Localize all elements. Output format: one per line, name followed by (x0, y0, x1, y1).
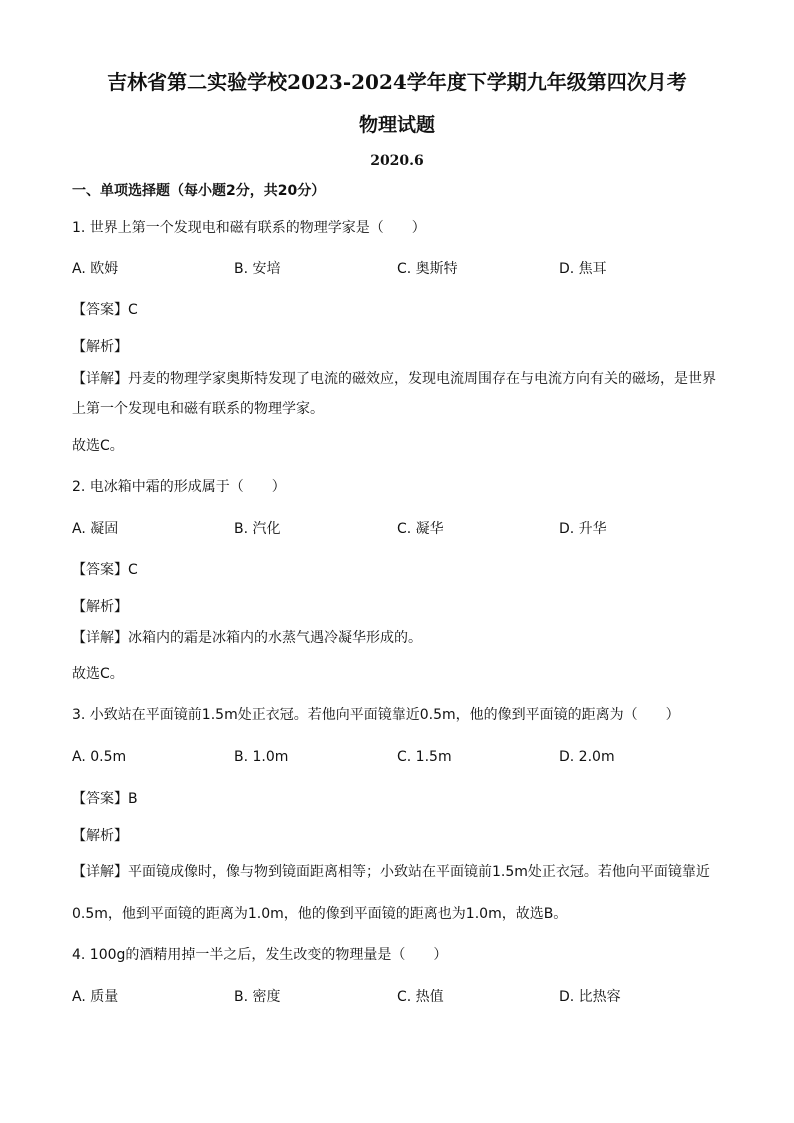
question-2-option-a: A. 凝固 (72, 521, 119, 537)
exam-subtitle: 物理试题 (358, 114, 435, 136)
question-1-option-a: A. 欧姆 (72, 261, 119, 277)
question-4-option-a: A. 质量 (72, 989, 119, 1005)
question-2-option-b: B. 汽化 (234, 521, 281, 537)
question-4-option-d: D. 比热容 (559, 989, 621, 1005)
section-heading: 一、单项选择题（每小题2分，共20分） (72, 183, 326, 199)
question-1-analysis: 【解析】 (72, 339, 128, 355)
exam-title: 吉林省第二实验学校2023-2024学年度下学期九年级第四次月考 (107, 70, 687, 94)
question-3-detail-line-1: 【详解】平面镜成像时，像与物到镜面距离相等；小致站在平面镜前1.5m处正衣冠。若他向平面镜靠近 (72, 864, 710, 880)
question-3-option-a: A. 0.5m (72, 749, 127, 765)
question-1-detail-line-1: 【详解】丹麦的物理学家奥斯特发现了电流的磁效应，发现电流周围存在与电流方向有关的磁场，是世界 (72, 371, 716, 387)
question-2-option-d: D. 升华 (559, 521, 607, 537)
question-3-option-c: C. 1.5m (397, 749, 452, 765)
question-1-answer: 【答案】C (72, 302, 138, 318)
question-2-analysis: 【解析】 (72, 599, 128, 615)
question-3-answer: 【答案】B (72, 791, 138, 807)
question-2-detail-line-1: 【详解】冰箱内的霜是冰箱内的水蒸气遇冷凝华形成的。 (72, 630, 422, 646)
question-1-stem: 1. 世界上第一个发现电和磁有联系的物理学家是（ ） (72, 220, 426, 236)
question-1-option-c: C. 奥斯特 (397, 261, 458, 277)
question-4-option-c: C. 热值 (397, 989, 444, 1005)
question-2-answer: 【答案】C (72, 562, 138, 578)
question-1-conclusion: 故选C。 (72, 438, 124, 454)
question-3-analysis: 【解析】 (72, 828, 128, 844)
question-1-option-d: D. 焦耳 (559, 261, 607, 277)
question-2-option-c: C. 凝华 (397, 521, 444, 537)
question-1-option-b: B. 安培 (234, 261, 281, 277)
question-2-stem: 2. 电冰箱中霜的形成属于（ ） (72, 479, 286, 495)
question-3-option-d: D. 2.0m (559, 749, 615, 765)
question-2-conclusion: 故选C。 (72, 666, 124, 682)
question-1-detail-line-2: 上第一个发现电和磁有联系的物理学家。 (72, 401, 324, 417)
question-4-stem: 4. 100g的酒精用掉一半之后，发生改变的物理量是（ ） (72, 947, 448, 963)
question-4-option-b: B. 密度 (234, 989, 281, 1005)
question-3-stem: 3. 小致站在平面镜前1.5m处正衣冠。若他向平面镜靠近0.5m，他的像到平面镜的距离为（ ） (72, 707, 680, 723)
exam-date: 2020.6 (370, 153, 424, 169)
question-3-option-b: B. 1.0m (234, 749, 289, 765)
question-3-detail-line-2: 0.5m，他到平面镜的距离为1.0m，他的像到平面镜的距离也为1.0m，故选B。 (72, 906, 568, 922)
